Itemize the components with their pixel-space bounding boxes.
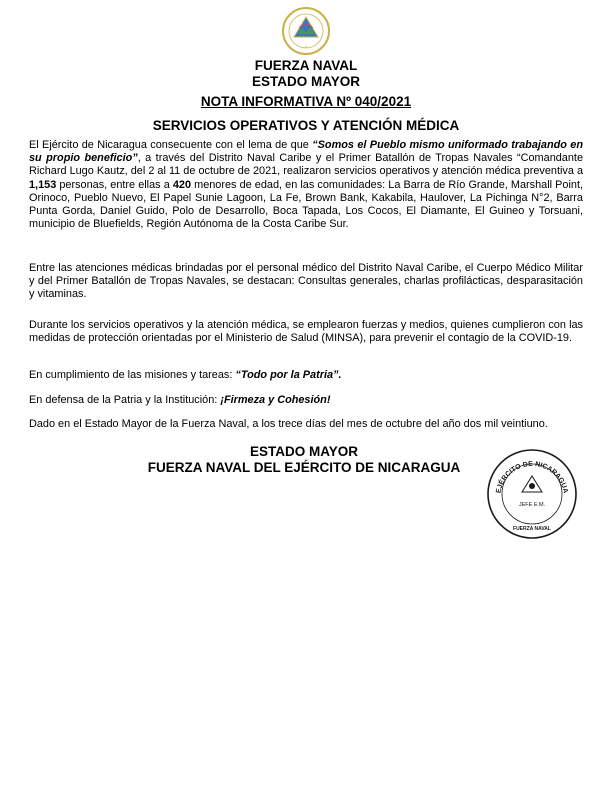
org-line-estado-mayor: ESTADO MAYOR [251, 74, 360, 89]
signature-line-fuerza-naval: FUERZA NAVAL DEL EJÉRCITO DE NICARAGUA [147, 460, 461, 475]
svg-text:JEFE E.M.: JEFE E.M. [518, 502, 546, 508]
svg-text:★: ★ [304, 45, 308, 49]
p5-text: En defensa de la Patria y la Institución: [29, 394, 221, 406]
p1-text-c: personas, entre ellas a [56, 178, 173, 191]
paragraph-medical-services: Entre las atenciones médicas brindadas por el personal médico del Distrito Naval Caribe, el Cuerpo Médico Militar y del Primer Batallón de Tropas Navales, se destacan: Consultas generales, charlas profilácticas, desparasitación y vitaminas. [29, 262, 583, 301]
org-line-fuerza-naval: FUERZA NAVAL [254, 58, 358, 73]
paragraph-defense [29, 394, 583, 407]
motto-patria: “Todo por la Patria”. [235, 369, 342, 381]
paragraph-operations: Durante los servicios operativos y la atención médica, se emplearon fuerzas y medios, quienes cumplieron con las medidas de protección orientadas por el Ministerio de Salud (MINSA), para prevenir el contagio de la COVID-19. [29, 319, 583, 345]
nota-title: NOTA INFORMATIVA Nº 040/2021 [200, 94, 412, 109]
svg-text:EJÉRCITO DE NICARAGUA: EJÉRCITO DE NICARAGUA [495, 460, 569, 494]
minors-count: 420 [172, 178, 192, 191]
motto-pueblo: “Somos el Pueblo mismo uniformado trabajando en su propio beneficio” [29, 139, 583, 165]
signature-line-estado-mayor: ESTADO MAYOR [249, 444, 358, 459]
paragraph-intro [29, 139, 583, 231]
paragraph-date: Dado en el Estado Mayor de la Fuerza Naval, a los trece días del mes de octubre del año dos mil veintiuno. [29, 418, 548, 430]
p1-text-a: El Ejército de Nicaragua consecuente con el lema de que [29, 139, 313, 151]
official-stamp-seal [486, 448, 578, 540]
paragraph-missions [29, 369, 583, 382]
motto-firmeza: ¡Firmeza y Cohesión! [220, 394, 331, 406]
nicaragua-coat-of-arms-logo [281, 6, 331, 56]
p4-text: En cumplimiento de las misiones y tareas: [29, 369, 236, 381]
svg-text:FUERZA NAVAL: FUERZA NAVAL [513, 526, 551, 532]
subject-heading: SERVICIOS OPERATIVOS Y ATENCIÓN MÉDICA [152, 118, 460, 133]
p1-text-b: , a través del Distrito Naval Caribe y el Primer Batallón de Tropas Navales “Comandante Richard Lugo Kautz, del 2 al 11 de octubre de 2021, realizaron servicios operativos y atención médica preventiva a [29, 152, 584, 178]
p1-text-d: menores de edad, en las comunidades: La Barra de Río Grande, Marshall Point, Orinoco, Pueblo Nuevo, El Papel Sunie Lagoon, La Fe, Brown Bank, Kakabila, Haulover, La Pichinga N°2, Barra Punta Gorda, Daniel Guido, Polo de Desarrollo, Boca Tapada, Los Cocos, El Diamante, El Guineo y Torsuani, municipio de Bluefields, Región Autónoma de la Costa Caribe Sur. [29, 178, 584, 231]
persons-count: 1,153 [29, 178, 57, 191]
